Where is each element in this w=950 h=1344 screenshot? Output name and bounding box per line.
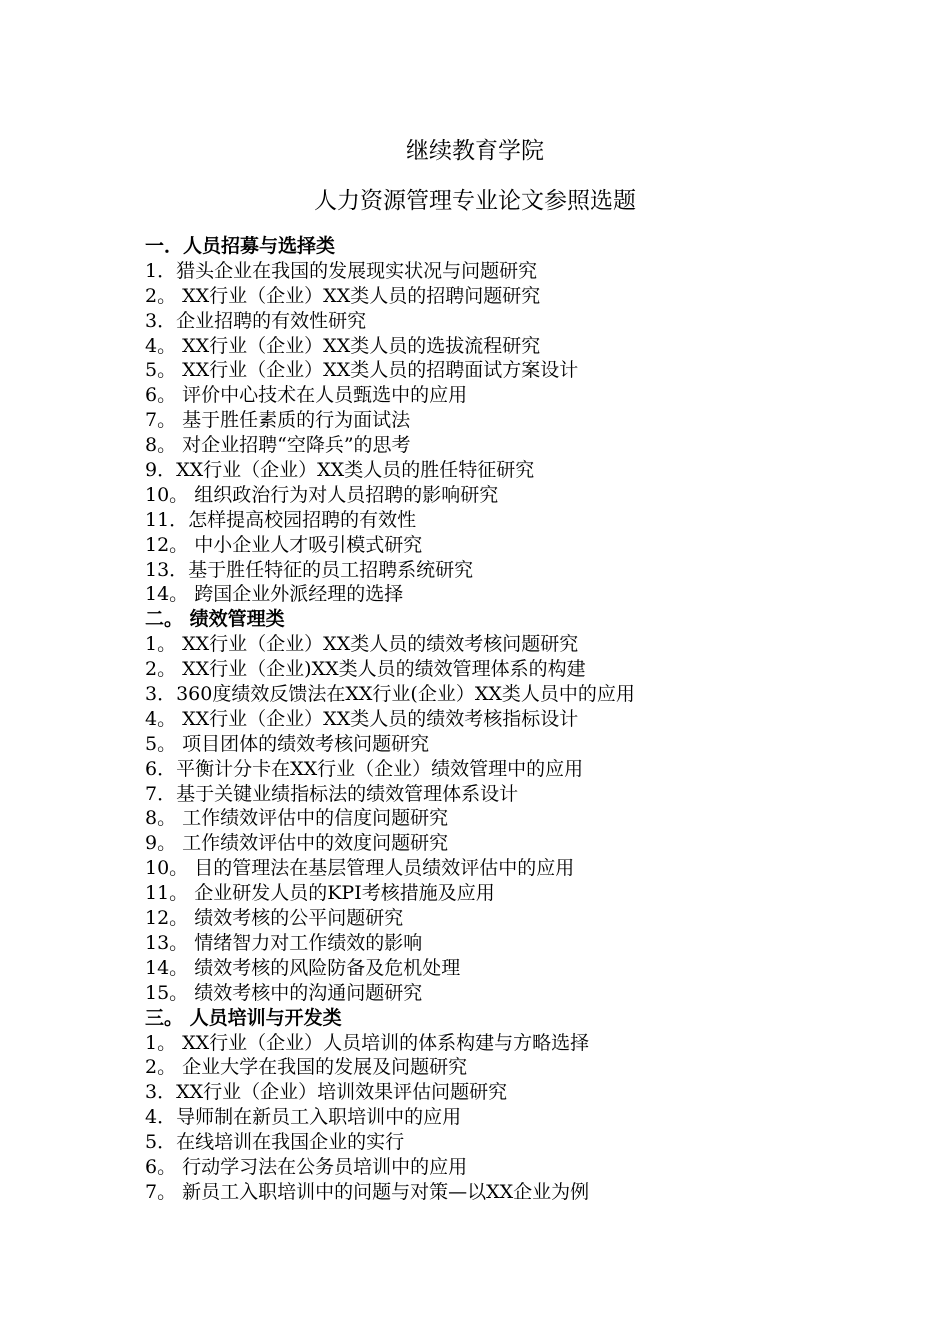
list-item: 3．360度绩效反馈法在XX行业(企业）XX类人员中的应用 xyxy=(145,683,635,706)
list-item: 4。 XX行业（企业）XX类人员的绩效考核指标设计 xyxy=(145,707,579,730)
section-heading-recruitment: 一．人员招募与选择类 xyxy=(145,235,336,257)
list-item: 7。 基于胜任素质的行为面试法 xyxy=(145,409,411,432)
list-item: 4．导师制在新员工入职培训中的应用 xyxy=(145,1106,462,1129)
list-item: 8。 对企业招聘“空降兵”的思考 xyxy=(145,434,411,457)
list-item: 14。 绩效考核的风险防备及危机处理 xyxy=(145,956,461,979)
section-heading-performance: 二。 绩效管理类 xyxy=(145,608,285,631)
list-item: 5。 项目团体的绩效考核问题研究 xyxy=(145,732,430,755)
list-item: 13。 情绪智力对工作绩效的影响 xyxy=(145,931,423,954)
list-item: 7。 新员工入职培训中的问题与对策—以XX企业为例 xyxy=(145,1180,590,1203)
list-item: 8。 工作绩效评估中的信度问题研究 xyxy=(145,807,449,830)
list-item: 3．XX行业（企业）培训效果评估问题研究 xyxy=(145,1081,508,1104)
list-item: 10。 组织政治行为对人员招聘的影响研究 xyxy=(145,483,499,506)
list-item: 14。 跨国企业外派经理的选择 xyxy=(145,583,404,606)
list-item: 11。 企业研发人员的KPI考核措施及应用 xyxy=(145,882,495,905)
list-item: 2。 XX行业（企业)XX类人员的绩效管理体系的构建 xyxy=(145,658,586,681)
list-item: 13．基于胜任特征的员工招聘系统研究 xyxy=(145,558,474,581)
document-title: 人力资源管理专业论文参照选题 xyxy=(314,188,636,214)
institution-title: 继续教育学院 xyxy=(406,138,544,164)
topic-list xyxy=(145,234,865,1205)
list-item: 6．平衡计分卡在XX行业（企业）绩效管理中的应用 xyxy=(145,757,584,780)
list-item: 4。 XX行业（企业）XX类人员的选拔流程研究 xyxy=(145,334,541,357)
list-item: 11．怎样提高校园招聘的有效性 xyxy=(145,508,417,531)
list-item: 5。 XX行业（企业）XX类人员的招聘面试方案设计 xyxy=(145,359,579,382)
list-item: 10。 目的管理法在基层管理人员绩效评估中的应用 xyxy=(145,857,575,880)
list-item: 9。 工作绩效评估中的效度问题研究 xyxy=(145,832,449,855)
list-item: 12。 中小企业人才吸引模式研究 xyxy=(145,533,423,556)
section-heading-training: 三。 人员培训与开发类 xyxy=(145,1006,342,1029)
list-item: 3．企业招聘的有效性研究 xyxy=(145,309,367,332)
list-item: 5．在线培训在我国企业的实行 xyxy=(145,1131,405,1154)
list-item: 2。 企业大学在我国的发展及问题研究 xyxy=(145,1056,468,1079)
list-item: 6。 行动学习法在公务员培训中的应用 xyxy=(145,1155,468,1178)
list-item: 6。 评价中心技术在人员甄选中的应用 xyxy=(145,384,468,407)
list-item: 12。 绩效考核的公平问题研究 xyxy=(145,907,404,930)
list-item: 15。 绩效考核中的沟通问题研究 xyxy=(145,981,423,1004)
list-item: 9．XX行业（企业）XX类人员的胜任特征研究 xyxy=(145,459,535,482)
list-item: 1。 XX行业（企业）人员培训的体系构建与方略选择 xyxy=(145,1031,590,1054)
list-item: 2。 XX行业（企业）XX类人员的招聘问题研究 xyxy=(145,284,541,307)
document-header xyxy=(0,132,950,220)
list-item: 1。 XX行业（企业）XX类人员的绩效考核问题研究 xyxy=(145,633,579,656)
list-item: 7．基于关键业绩指标法的绩效管理体系设计 xyxy=(145,782,519,805)
list-item: 1．猎头企业在我国的发展现实状况与问题研究 xyxy=(145,259,538,282)
